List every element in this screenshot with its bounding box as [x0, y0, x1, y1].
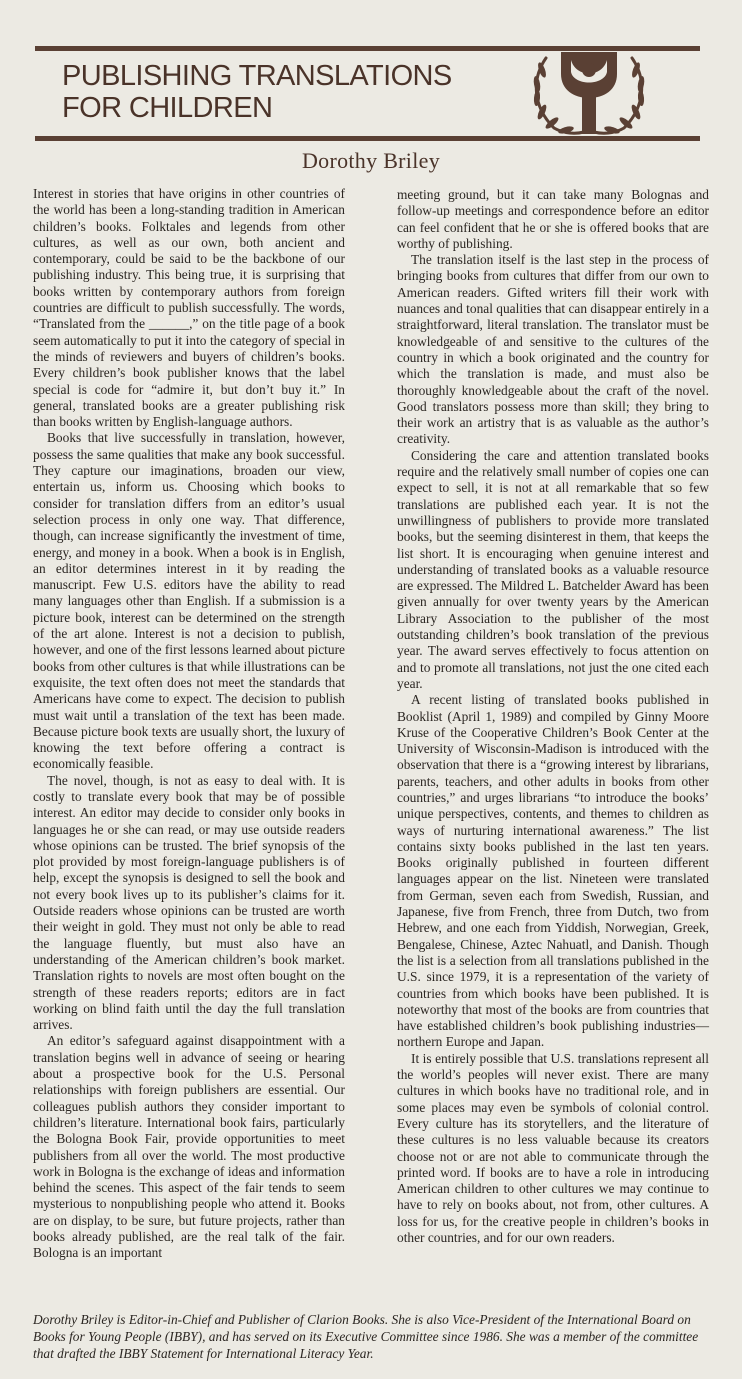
ibby-laurel-logo-icon — [524, 48, 654, 140]
author-bio-text: Dorothy Briley is Editor-in-Chief and Publisher of Clarion Books. She is also Vice-President of the International Board on Books for Young People (IBBY), and has served on its Executive Committee since 1986. She was a member of the committee that drafted the IBBY Statement for International Literacy Year. — [33, 1312, 699, 1361]
paragraph: Considering the care and attention translated books require and the relatively small number of copies one can expect to sell, it is not at all remarkable that so few translations are published each year. It is not the unwillingness of publishers to provide more translated books, but the seeming disinterest in them, that keeps the list short. It is encouraging when genuine interest and understanding of translated books as a valuable resource are expressed. The Mildred L. Batchelder Award has been given annually for over twenty years by the American Library Association to the publisher of the most outstanding children’s book translation of the previous year. The award serves effectively to focus attention on and to promote all translations, not just the one cited each year. — [397, 447, 709, 691]
article-column-left — [33, 186, 345, 1262]
title-line-1: PUBLISHING TRANSLATIONS — [62, 60, 452, 92]
paragraph: The translation itself is the last step in the process of bringing books from cultures that differ from our own to American readers. Gifted writers fill their work with nuances and tonal qualities that can disappear entirely in a straightforward, literal translation. The translator must be knowledgeable of and sensitive to the cultures of the country in which a book originated and the country for which the translation is made, and must also be thoroughly knowledgeable about the craft of the novel. Good translators possess more than skill; they bring to their work an artistry that is as valuable as the author’s creativity. — [397, 252, 709, 447]
author-bio — [33, 1311, 708, 1362]
header-bottom-rule — [35, 136, 700, 141]
title-line-2: FOR CHILDREN — [62, 92, 273, 124]
paragraph: It is entirely possible that U.S. translations represent all the world’s peoples will never exist. There are many cultures in which books have no traditional role, and in some places may even be symbols of colonial control. Every culture has its storytellers, and the literature of these cultures is no less valuable because its creators choose not or are not able to communicate through the printed word. If books are to have a role in introducing American children to other cultures we may continue to have to rely on books about, not from, other cultures. A loss for us, for the creative people in children’s books in other countries, and for our own readers. — [397, 1050, 709, 1245]
article-title — [62, 60, 522, 124]
paragraph: Books that live successfully in translation, however, possess the same qualities that make any book successful. They capture our imaginations, broaden our view, entertain us, inform us. Choosing which books to consider for translation differs from an editor’s usual selection process in only one way. That difference, though, can increase significantly the investment of time, energy, and money in a book. When a book is in English, an editor determines interest in it by reading the manuscript. Few U.S. editors have the ability to read many languages other than English. If a submission is a picture book, interest can be determined on the strength of the art alone. Interest is not a decision to publish, however, and one of the first lessons learned about picture books from other cultures is that while illustrations can be exquisite, the text often does not meet the standards that Americans have come to expect. The decision to publish must wait until a translation of the text has been made. Because picture book texts are usually short, the luxury of knowing the text before offering a contract is economically feasible. — [33, 430, 345, 772]
paragraph: A recent listing of translated books published in Booklist (April 1, 1989) and compiled by Ginny Moore Kruse of the Cooperative Children’s Book Center at the University of Wisconsin-Madison is introduced with the observation that there is a “growing interest by librarians, parents, teachers, and other adults in books from other countries,” and urges librarians “to introduce the books’ unique perspectives, contents, and themes to children as ways of nurturing international awareness.” The list contains sixty books published in the last ten years. Books originally published in fourteen different languages appear on the list. Nineteen were translated from German, seven each from Swedish, Russian, and Japanese, five from French, three from Dutch, two from Hebrew, and one each from Yiddish, Norwegian, Greek, Bengalese, Chinese, Aztec Nahuatl, and Danish. Though the list is a selection from all translations published in the U.S. since 1979, it is a representation of the variety of countries from which books have been published. It is noteworthy that most of the books are from countries that have established children’s book publishing industries—northern Europe and Japan. — [397, 692, 709, 1050]
paragraph: The novel, though, is not as easy to deal with. It is costly to translate every book that may be of possible interest. An editor may decide to consider only books in languages he or she can read, or may use outside readers whose opinions can be trusted. The brief synopsis of the plot provided by most foreign-language publishers is of help, except the synopsis is designed to sell the book and not every book lives up to its publisher’s claims for it. Outside readers whose opinions can be trusted are worth their weight in gold. They must not only be able to read the language fluently, but must also have an understanding of the American children’s book market. Translation rights to novels are most often bought on the strength of these readers reports; editors are in fact working on blind faith until the day the full translation arrives. — [33, 772, 345, 1033]
paragraph: An editor’s safeguard against disappointment with a translation begins well in advance of seeing or hearing about a prospective book for the U.S. Personal relationships with foreign publishers are essential. Our colleagues publish authors they consider important to children’s literature. International book fairs, particularly the Bologna Book Fair, provide opportunities to meet publishers from all over the world. The most productive work in Bologna is the exchange of ideas and information behind the scenes. This aspect of the fair tends to seem mysterious to nonpublishing people who attend it. Books are on display, to be sure, but future projects, rather than books already published, are the real talk of the fair. Bologna is an important — [33, 1033, 345, 1261]
article-column-right — [397, 187, 709, 1246]
author-byline: Dorothy Briley — [301, 148, 440, 173]
paragraph: meeting ground, but it can take many Bolognas and follow-up meetings and correspondence before an editor can feel confident that he or she is offered books that are worthy of publishing. — [397, 187, 709, 251]
paragraph: Interest in stories that have origins in other countries of the world has been a long-standing tradition in American children’s books. Folktales and legends from other cultures, as well as our own, both ancient and contemporary, could be said to be the backbone of our publishing industry. This being true, it is surprising that books written by contemporary authors from foreign countries are difficult to publish successfully. The words, “Translated from the ______,” on the title page of a book seem automatically to put it into the category of special in the minds of reviewers and buyers of children’s books. Every children’s book publisher knows that the label special is code for “admire it, but don’t buy it.” In general, translated books are a greater publishing risk than books written by English-language authors. — [33, 186, 345, 430]
